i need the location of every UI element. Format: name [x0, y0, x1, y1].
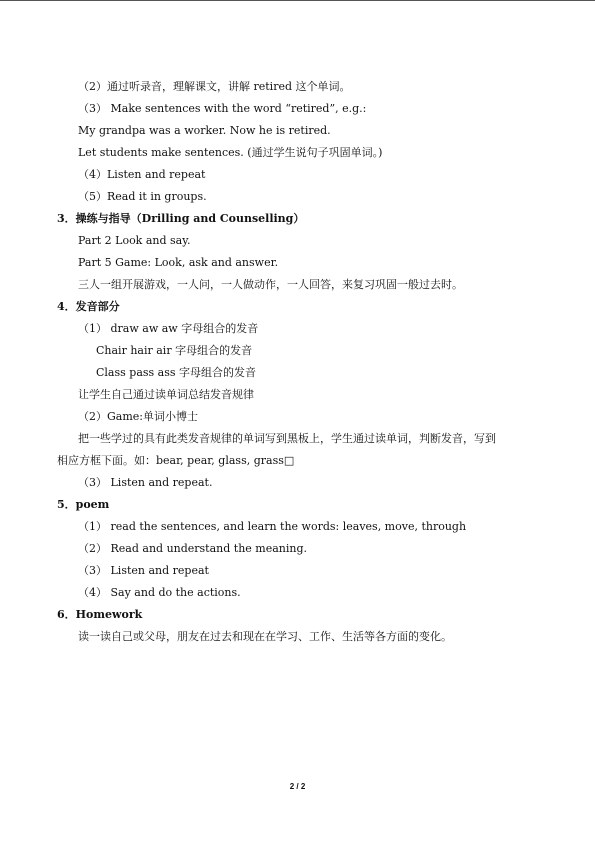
- phonics-aw: （1） draw aw aw 字母组合的发音: [78, 322, 259, 335]
- phonics-ass: Class pass ass 字母组合的发音: [96, 366, 257, 379]
- example-sentence: My grandpa was a worker. Now he is retired.: [78, 124, 331, 137]
- phonics-game-desc-1: 把一些学过的具有此类发音规律的单词写到黑板上，学生通过读单词，判断发音，写到: [78, 432, 496, 445]
- top-rule: [0, 0, 595, 1]
- part-2-text: Part 2 Look and say.: [78, 234, 191, 247]
- phonics-air: Chair hair air 字母组合的发音: [96, 344, 253, 357]
- section-6-heading: 6．Homework: [57, 608, 143, 621]
- game-description: 三人一组开展游戏，一人问，一人做动作，一人回答，来复习巩固一般过去时。: [78, 278, 463, 291]
- poem-step-2: （2） Read and understand the meaning.: [78, 542, 308, 555]
- make-sentences-text: Let students make sentences. (通过学生说句子巩固单词。): [78, 146, 383, 159]
- phonics-summary: 让学生自己通过读单词总结发音规律: [78, 388, 254, 401]
- part-5-text: Part 5 Game: Look, ask and answer.: [78, 256, 279, 269]
- poem-step-1: （1） read the sentences, and learn the words: leaves, move, through: [78, 520, 467, 533]
- section-5-heading: 5．poem: [57, 498, 110, 511]
- poem-step-3: （3） Listen and repeat: [78, 564, 209, 577]
- phonics-listen: （3） Listen and repeat.: [78, 476, 213, 489]
- step-4-text: （4）Listen and repeat: [78, 168, 206, 181]
- phonics-game-desc-2: 相应方框下面。如：bear, pear, glass, grass□: [57, 454, 295, 467]
- poem-step-4: （4） Say and do the actions.: [78, 586, 241, 599]
- section-4-heading: 4．发音部分: [57, 300, 120, 313]
- step-5-text: （5）Read it in groups.: [78, 190, 207, 203]
- homework-text: 读一读自己或父母，朋友在过去和现在在学习、工作、生活等各方面的变化。: [78, 630, 452, 643]
- page-number: 2 / 2: [289, 782, 306, 791]
- phonics-game: （2）Game:单词小博士: [78, 410, 198, 423]
- step-3-text: （3） Make sentences with the word “retired”, e.g.:: [78, 102, 367, 115]
- section-3-heading: 3．操练与指导（Drilling and Counselling）: [57, 212, 305, 225]
- step-2-text: （2）通过听录音，理解课文，讲解 retired 这个单词。: [78, 80, 351, 93]
